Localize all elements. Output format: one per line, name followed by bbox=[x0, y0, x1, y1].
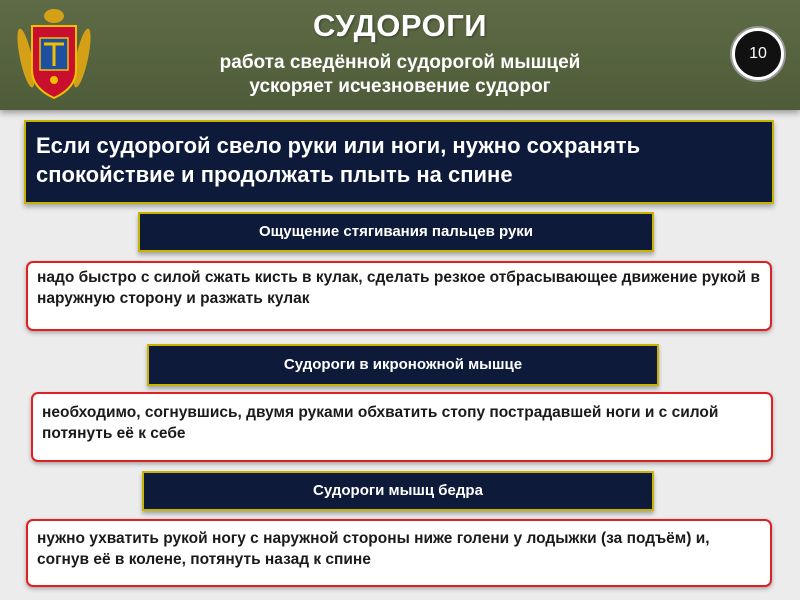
page-title: СУДОРОГИ bbox=[312, 8, 488, 43]
header-banner bbox=[0, 0, 800, 110]
section-heading-fingers: Ощущение стягивания пальцев руки bbox=[138, 212, 654, 252]
subtitle-line-2: ускоряет исчезновение судорог bbox=[249, 76, 551, 97]
main-statement-box: Если судорогой свело руки или ноги, нужно сохранять спокойствие и продолжать плыть на спине bbox=[24, 120, 774, 204]
page-subtitle bbox=[150, 51, 650, 99]
subtitle-line-1: работа сведённой судорогой мышцей bbox=[219, 52, 581, 73]
page-number-badge: 10 bbox=[732, 28, 784, 80]
section-text-fingers: надо быстро с силой сжать кисть в кулак, сделать резкое отбрасывающее движение рукой в наружную сторону и разжать кулак bbox=[26, 261, 772, 331]
section-text-thigh: нужно ухватить рукой ногу с наружной стороны ниже голени у лодыжки (за подъём) и, согнув её в колене, потянуть назад к спине bbox=[26, 519, 772, 587]
section-heading-calf: Судороги в икроножной мышце bbox=[147, 344, 659, 386]
section-heading-thigh: Судороги мышц бедра bbox=[142, 471, 654, 511]
section-text-calf: необходимо, согнувшись, двумя руками обхватить стопу пострадавшей ноги и с силой потянуть её к себе bbox=[31, 392, 773, 462]
